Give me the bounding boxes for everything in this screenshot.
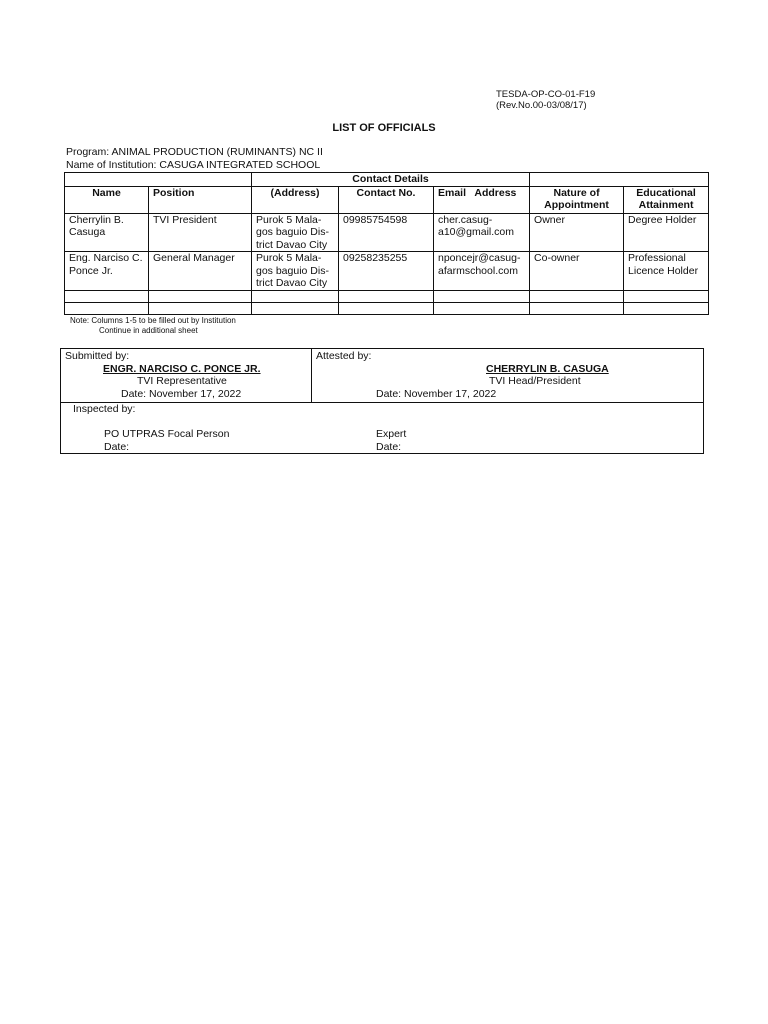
officials-table xyxy=(64,172,709,315)
note-line-1: Note: Columns 1-5 to be filled out by Institution xyxy=(70,316,236,325)
cell-appointment: Co-owner xyxy=(530,252,624,291)
form-revision: (Rev.No.00-03/08/17) xyxy=(496,100,587,111)
col-address-header: (Address) xyxy=(252,186,339,213)
submitted-date: Date: November 17, 2022 xyxy=(121,388,242,400)
table-row xyxy=(65,252,709,291)
submitted-by-name: ENGR. NARCISO C. PONCE JR. xyxy=(103,363,261,375)
focal-person-date: Date: xyxy=(104,441,130,453)
program-line: Program: ANIMAL PRODUCTION (RUMINANTS) NC II xyxy=(66,146,323,158)
cell-address: Purok 5 Mala-gos baguio Dis-trict Davao City xyxy=(252,213,339,252)
expert-label: Expert xyxy=(376,428,407,440)
signature-divider-vertical xyxy=(311,349,312,402)
cell-name: Cherrylin B. Casuga xyxy=(65,213,149,252)
expert-date: Date: xyxy=(376,441,402,453)
institution-line: Name of Institution: CASUGA INTEGRATED SCHOOL xyxy=(66,159,321,171)
cell-email: cher.casug-a10@gmail.com xyxy=(434,213,530,252)
col-appointment-header: Nature of Appointment xyxy=(530,186,624,213)
col-education-header: Educational Attainment xyxy=(624,186,709,213)
col-position-header: Position xyxy=(149,186,252,213)
cell-education: Degree Holder xyxy=(624,213,709,252)
attested-by-role: TVI Head/President xyxy=(489,375,581,387)
inspected-by-label: Inspected by: xyxy=(73,403,136,415)
blank-table-row xyxy=(65,290,709,302)
submitted-by-label: Submitted by: xyxy=(65,350,130,362)
focal-person-label: PO UTPRAS Focal Person xyxy=(104,428,230,440)
cell-contact: 09258235255 xyxy=(339,252,434,291)
cell-email: nponcejr@casug-afarmschool.com xyxy=(434,252,530,291)
cell-name: Eng. Narciso C. Ponce Jr. xyxy=(65,252,149,291)
table-group-header-row xyxy=(65,173,709,187)
form-code-number: TESDA-OP-CO-01-F19 xyxy=(496,89,596,100)
cell-position: General Manager xyxy=(149,252,252,291)
table-header-row xyxy=(65,186,709,213)
attested-by-name: CHERRYLIN B. CASUGA xyxy=(486,363,609,375)
cell-position: TVI President xyxy=(149,213,252,252)
contact-details-header: Contact Details xyxy=(252,173,530,187)
submitted-by-role: TVI Representative xyxy=(137,375,227,387)
col-contact-header: Contact No. xyxy=(339,186,434,213)
table-note xyxy=(70,316,236,336)
note-line-2: Continue in additional sheet xyxy=(99,326,198,335)
signature-box xyxy=(60,348,704,454)
cell-address: Purok 5 Mala-gos baguio Dis-trict Davao City xyxy=(252,252,339,291)
document-title: LIST OF OFFICIALS xyxy=(332,122,436,134)
form-code xyxy=(496,89,595,111)
cell-education: Professional Licence Holder xyxy=(624,252,709,291)
cell-appointment: Owner xyxy=(530,213,624,252)
attested-by-label: Attested by: xyxy=(316,350,372,362)
table-row xyxy=(65,213,709,252)
blank-table-row xyxy=(65,302,709,314)
signature-divider-horizontal xyxy=(61,402,703,403)
cell-contact: 09985754598 xyxy=(339,213,434,252)
attested-date: Date: November 17, 2022 xyxy=(376,388,497,400)
col-name-header: Name xyxy=(65,186,149,213)
col-email-header: Email Address xyxy=(434,186,530,213)
